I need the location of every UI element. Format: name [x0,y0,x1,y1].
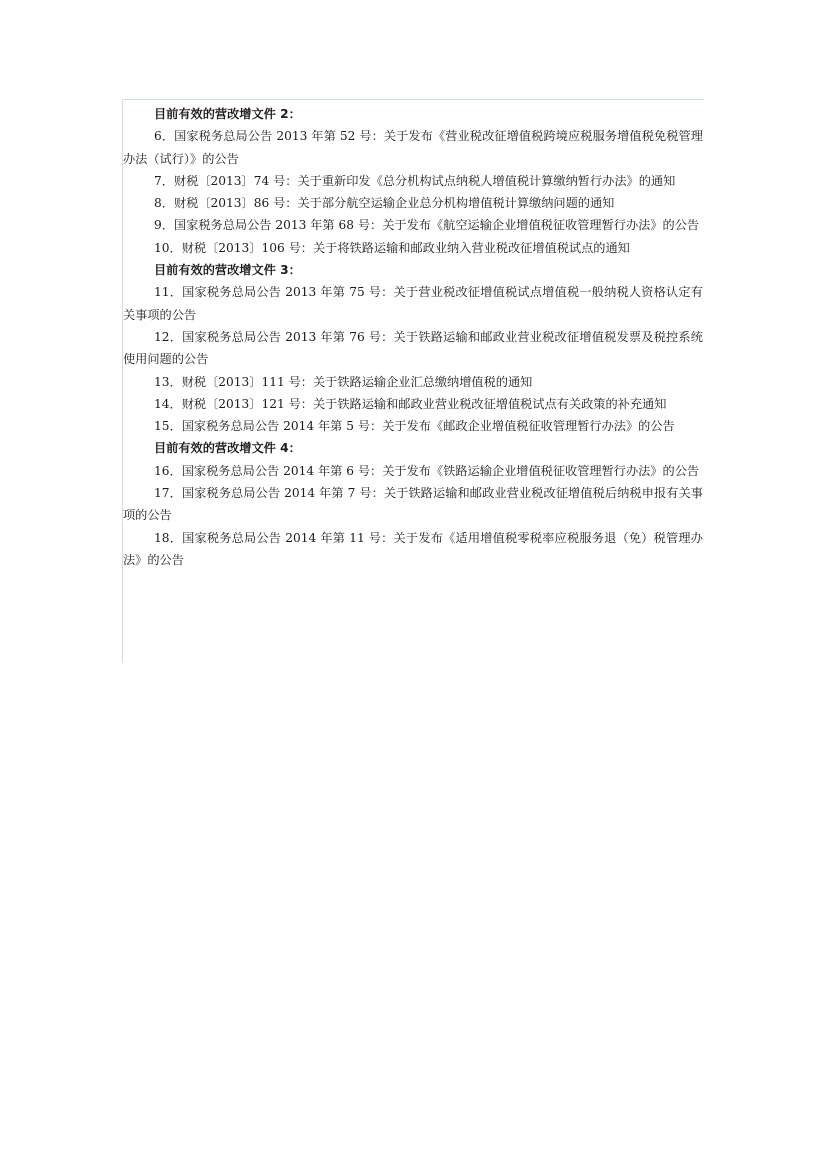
list-item: 10．财税〔2013〕106 号：关于将铁路运输和邮政业纳入营业税改征增值税试点的通知 [154,240,630,255]
section-heading: 目前有效的营改增文件 3： [154,263,301,278]
list-item: 17．国家税务总局公告 2014 年第 7 号：关于铁路运输和邮政业营业税改征增值税后纳税申报有关事项的公告 [123,486,703,523]
list-item: 14．财税〔2013〕121 号：关于铁路运输和邮政业营业税改征增值税试点有关政策的补充通知 [154,396,667,411]
list-item: 6．国家税务总局公告 2013 年第 52 号：关于发布《营业税改征增值税跨境应税服务增值税免税管理办法（试行）》的公告 [123,129,703,166]
list-item: 9．国家税务总局公告 2013 年第 68 号：关于发布《航空运输企业增值税征收管理暂行办法》的公告 [154,218,700,233]
list-item: 8．财税〔2013〕86 号：关于部分航空运输企业总分机构增值税计算缴纳问题的通知 [154,196,615,211]
list-item: 12．国家税务总局公告 2013 年第 76 号：关于铁路运输和邮政业营业税改征增值税发票及税控系统使用问题的公告 [123,329,703,367]
list-item: 16．国家税务总局公告 2014 年第 6 号：关于发布《铁路运输企业增值税征收管理暂行办法》的公告 [154,463,700,478]
list-item: 13．财税〔2013〕111 号：关于铁路运输企业汇总缴纳增值税的通知 [154,374,533,389]
section-heading: 目前有效的营改增文件 2： [154,107,301,121]
document-content [123,103,703,571]
section-heading: 目前有效的营改增文件 4： [154,441,301,456]
section-files-4 [123,437,703,571]
list-item: 7．财税〔2013〕74 号：关于重新印发《总分机构试点纳税人增值税计算缴纳暂行办法》的通知 [154,173,676,188]
section-files-3 [123,259,703,437]
list-item: 11．国家税务总局公告 2013 年第 75 号：关于营业税改征增值税试点增值税一般纳税人资格认定有关事项的公告 [123,285,703,322]
section-files-2 [123,103,703,259]
list-item: 15．国家税务总局公告 2014 年第 5 号：关于发布《邮政企业增值税征收管理暂行办法》的公告 [154,419,675,434]
list-item: 18．国家税务总局公告 2014 年第 11 号：关于发布《适用增值税零税率应税服务退（免）税管理办法》的公告 [123,530,703,567]
